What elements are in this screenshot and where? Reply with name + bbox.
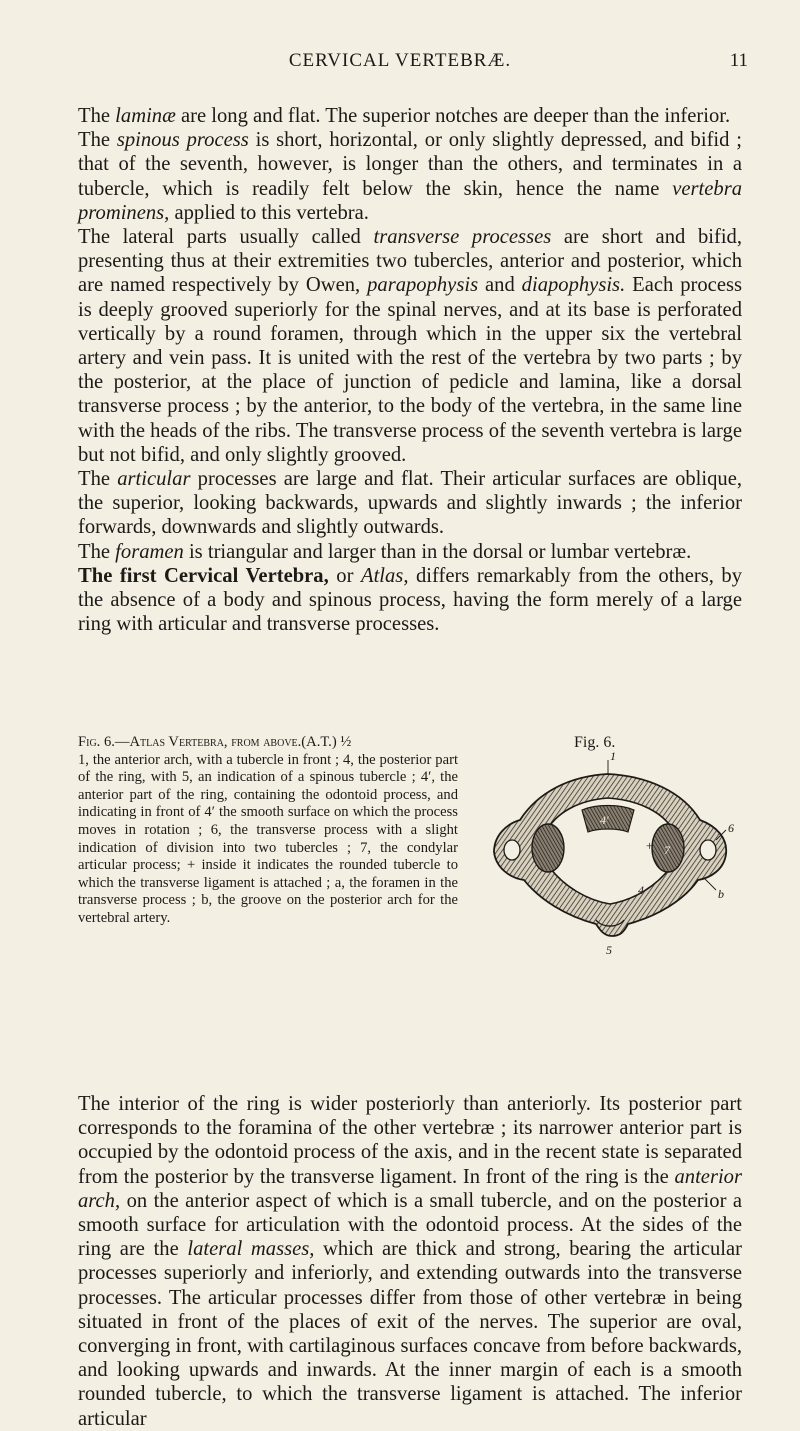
callout-1: 1 [610, 752, 616, 763]
figure-caption [78, 734, 458, 928]
atlas-vertebra-illustration [478, 752, 742, 962]
callout-plus: + [646, 838, 654, 853]
callout-4: 4 [638, 883, 644, 897]
figure-label: Fig. 6. [574, 734, 616, 751]
right-transverse-foramen [700, 840, 716, 860]
left-condyle [532, 824, 564, 872]
running-title: CERVICAL VERTEBRÆ. [288, 50, 512, 71]
figure-caption-title: Fig. 6.—Atlas Vertebra, from above.(A.T.) ½ [78, 734, 352, 750]
leader-b [704, 878, 716, 890]
body-text-lower [78, 1092, 742, 1431]
paragraph-articular-processes: The articular processes are large and flat. Their articular surfaces are oblique, the superior, looking backwards, upwards and slightly inwards ; the inferior forwards, downwards and slightly outwards. [78, 468, 743, 539]
paragraph-ring-interior: The interior of the ring is wider posteriorly than anteriorly. Its posterior part corresponds to the foramina of the other vertebræ ; its narrower anterior part is occupied by the odontoid process of the axis, and in the recent state is separated from the posterior by the transverse ligament. In front of the ring is the anterior arch, on the anterior aspect of which is a small tubercle, and on the posterior a smooth surface for articulation with the odontoid process. At the sides of the ring are the lateral masses, which are thick and strong, bearing the articular processes superiorly and inferiorly, and extending outwards into the transverse processes. The articular processes differ from those of other vertebræ in being situated in front of the places of exit of the nerves. The superior are oval, converging in front, with cartilaginous surfaces concave from before backwards, and looking upwards and inwards. At the inner margin of each is a smooth rounded tubercle, to which the transverse ligament is attached. The inferior articular [78, 1093, 742, 1430]
paragraph-transverse-processes: The lateral parts usually called transverse processes are short and bifid, presenting thus at their extremities two tubercles, anterior and posterior, which are named respectively by Owen, parapophysis and diapophysis. Each process is deeply grooved superiorly for the spinal nerves, and at its base is perforated vertically by a round foramen, through which in the upper six the vertebral artery and vein pass. It is united with the rest of the vertebra by two parts ; by the posterior, at the place of junction of pedicle and lamina, like a dorsal transverse process ; by the anterior, to the body of the vertebra, in the same line with the heads of the ribs. The transverse process of the seventh vertebra is large but not bifid, and only slightly grooved. [78, 226, 742, 466]
figure-block [78, 734, 742, 1094]
body-text-upper [78, 104, 742, 636]
paragraph-spinous-process: The spinous process is short, horizontal, or only slightly depressed, and bifid ; that of the seventh, however, is longer than the others, and terminates in a tubercle, which is readily felt below the skin, hence the name vertebra prominens, applied to this vertebra. [78, 129, 742, 224]
running-head [0, 50, 800, 80]
callout-6: 6 [728, 821, 734, 835]
paragraph-laminae: The laminæ are long and flat. The superior notches are deeper than the inferior. [78, 105, 731, 127]
page-number: 11 [729, 50, 748, 71]
callout-5: 5 [606, 943, 612, 957]
paragraph-foramen: The foramen is triangular and larger than in the dorsal or lumbar vertebræ. [78, 540, 692, 563]
figure-caption-body: 1, the anterior arch, with a tubercle in front ; 4, the posterior part of the ring, with 5, an indication of a spinous tubercle ; 4′, the anterior part of the ring, containing the odontoid process, and indicating in front of 4′ the smooth surface on which the process moves in rotation ; 6, the transverse process with a slight indication of division into two tubercles ; 7, the condylar articular process; + inside it indicates the rounded tubercle to which the transverse ligament is attached ; a, the foramen in the transverse process ; b, the groove on the posterior arch for the vertebral artery. [78, 751, 458, 926]
callout-b: b [718, 887, 724, 901]
paragraph-atlas: The first Cervical Vertebra, or Atlas, differs remarkably from the others, by the absence of a body and spinous process, having the form merely of a large ring with articular and transverse processes. [78, 564, 743, 636]
callout-4-prime: 4′ [600, 813, 609, 827]
left-transverse-foramen [504, 840, 520, 860]
callout-7: 7 [664, 843, 670, 857]
